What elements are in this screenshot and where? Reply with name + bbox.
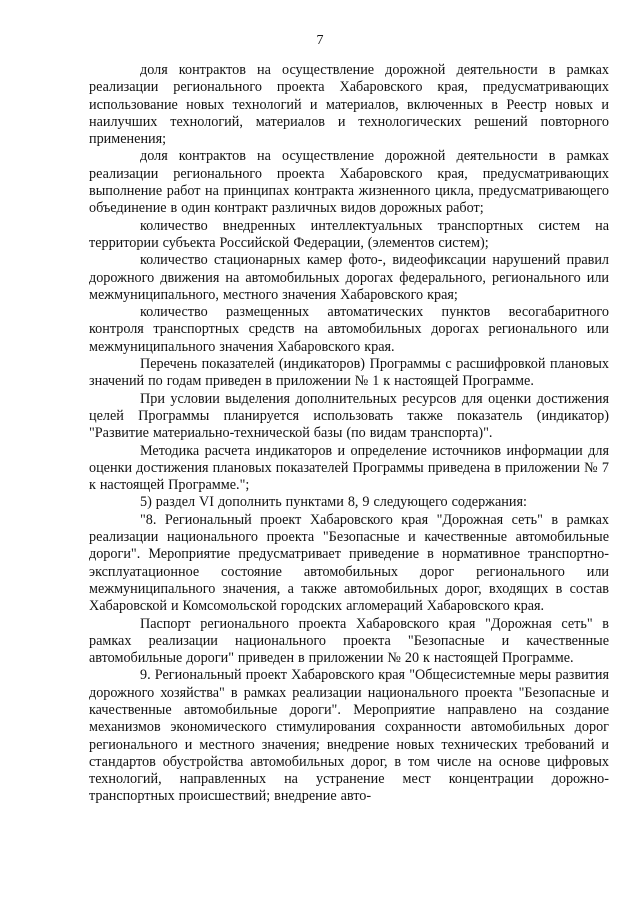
page-number: 7 [316,33,324,48]
paragraph-item-9-systemic-measures: 9. Региональный проект Хабаровского края "Общесистемные меры развития дорожного хозяйства" в рамках реализации национального проекта "Безопасные и качественные автомобильные дороги". Мероприятие направлено на создание механизмов экономического стимулирования сохранности автомобильных дорог регионального и местного значения; внедрение новых технических требований и стандартов обустройства автомобильных дорог, в том числе на основе цифровых технологий, направленных на устранение мест концентрации дорожно-транспортных происшествий; внедрение авто- [89,667,609,805]
paragraph-additional-resources: При условии выделения дополнительных ресурсов для оценки достижения целей Программы планируется использовать также показатель (индикатор) "Развитие материально-технической базы (по видам транспорта)". [89,390,609,442]
paragraph-indicators-list: Перечень показателей (индикаторов) Программы с расшифровкой плановых значений по годам приведен в приложении № 1 к настоящей Программе. [89,356,609,390]
paragraph-weight-control-points: количество размещенных автоматических пунктов весогабаритного контроля транспортных средств на автомобильных дорогах регионального или межмуниципального значения Хабаровского края. [89,304,609,355]
paragraph-contracts-new-technologies: доля контрактов на осуществление дорожной деятельности в рамках реализации регионального проекта Хабаровского края, предусматривающих использование новых технологий и материалов, включенных в Реестр новых и наилучших технологий, материалов и технологических решений повторного применения; [89,62,609,148]
paragraph-intelligent-transport-systems: количество внедренных интеллектуальных транспортных систем на территории субъекта Российской Федерации, (элементов систем); [89,217,609,251]
paragraph-methodology: Методика расчета индикаторов и определение источников информации для оценки достижения плановых показателей Программы приведена в приложении № 7 к настоящей Программе."; [89,442,609,494]
paragraph-item-8-road-network: "8. Региональный проект Хабаровского края "Дорожная сеть" в рамках реализации национального проекта "Безопасные и качественные автомобильные дороги". Мероприятие предусматривает приведение в нормативное транспортно-эксплуатационное состояние автомобильных дорог регионального или межмуниципального значения, а также автомобильных дорог, входящих в состав Хабаровской и Комсомольской городских агломераций Хабаровского края. [89,511,609,615]
paragraph-road-network-passport: Паспорт регионального проекта Хабаровского края "Дорожная сеть" в рамках реализации национального проекта "Безопасные и качественные автомобильные дороги" приведен в приложении № 20 к настоящей Программе. [89,615,609,667]
paragraph-contracts-life-cycle: доля контрактов на осуществление дорожной деятельности в рамках реализации регионального проекта Хабаровского края, предусматривающих выполнение работ на принципах контракта жизненного цикла, предусматривающего объединение в один контракт различных видов дорожных работ; [89,148,609,217]
document-body [89,62,609,806]
paragraph-stationary-cameras: количество стационарных камер фото-, видеофиксации нарушений правил дорожного движения на автомобильных дорогах федерального, регионального или межмуниципального, местного значения Хабаровского края; [89,252,609,303]
paragraph-section-vi-amendment: 5) раздел VI дополнить пунктами 8, 9 следующего содержания: [140,494,527,511]
